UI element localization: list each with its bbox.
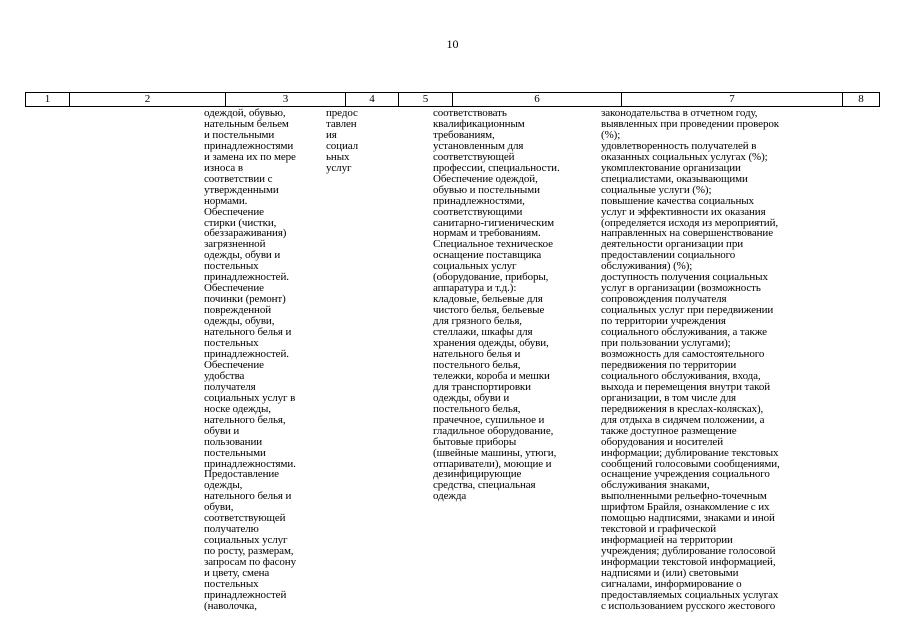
text-line: Обеспечение одеждой, xyxy=(433,172,538,185)
column-3-text xyxy=(204,108,296,612)
header-col-2: 2 xyxy=(69,93,225,106)
text-line: передвижения в креслах-колясках), xyxy=(601,402,764,415)
text-line: хранения одежды, обуви, xyxy=(433,337,549,350)
text-line: соответствующей xyxy=(433,150,515,163)
text-line: выполненными рельефно-точечным xyxy=(601,490,767,503)
text-line: и постельными xyxy=(204,128,275,141)
text-line: (наволочка, xyxy=(204,599,257,612)
text-line: обеззараживания) xyxy=(204,227,287,240)
text-line: социальных услуг xyxy=(204,534,288,547)
text-line: оснащение учреждения социального xyxy=(601,468,770,481)
text-line: нормами. xyxy=(204,194,248,207)
text-line: принадлежностями, xyxy=(433,194,525,207)
text-line: требованиям, xyxy=(433,128,495,141)
text-line: организации, в том числе для xyxy=(601,391,736,404)
text-line: законодательства в отчетном году, xyxy=(601,107,758,119)
text-line: аппаратура и т.д.): xyxy=(433,282,517,295)
text-line: одежды, обуви и xyxy=(433,391,510,404)
text-line: соответствии с xyxy=(204,172,273,185)
text-line: принадлежностей. xyxy=(204,271,289,284)
text-line: предоставляемых социальных услугах xyxy=(601,588,779,601)
text-line: (швейные машины, утюги, xyxy=(433,446,557,459)
text-line: одежды, обуви, xyxy=(204,315,275,328)
text-line: санитарно-гигиеническим xyxy=(433,216,554,229)
text-line: (оборудование, приборы, xyxy=(433,271,549,284)
text-line: выявленных при проведении проверок xyxy=(601,117,779,130)
text-line: стеллажи, шкафы для xyxy=(433,326,533,339)
text-line: выхода и перемещения внутри такой xyxy=(601,380,770,393)
text-line: социальные услуги (%); xyxy=(601,183,712,196)
text-line: направленных на совершенствование xyxy=(601,227,773,240)
text-line: нательного белья и xyxy=(433,347,521,360)
text-line: нательного белья и xyxy=(204,326,292,339)
text-line: социальных услуг при передвижении xyxy=(601,304,774,317)
text-line: Обеспечение xyxy=(204,358,264,371)
text-line: бытовые приборы xyxy=(433,435,517,448)
text-line: одежды, обуви и xyxy=(204,249,281,262)
header-col-3: 3 xyxy=(225,93,345,106)
text-line: принадлежностями xyxy=(204,139,294,152)
text-line: обслуживания знаками, xyxy=(601,479,710,492)
text-line: нательного белья и xyxy=(204,490,292,503)
text-line: дезинфицирующие xyxy=(433,468,522,481)
text-line: деятельности организации при xyxy=(601,238,743,251)
text-line: прачечное, сушильное и xyxy=(433,413,545,426)
text-line: стирки (чистки, xyxy=(204,216,277,229)
text-line: информации; дублирование текстовых xyxy=(601,446,779,459)
text-line: Специальное техническое xyxy=(433,238,553,251)
text-line: соответствующей xyxy=(204,512,286,525)
text-line: шрифтом Брайля, ознакомление с их xyxy=(601,501,770,514)
text-line: утвержденными xyxy=(204,183,279,196)
text-line: сообщений голосовыми сообщениями, xyxy=(601,457,780,470)
text-line: починки (ремонт) xyxy=(204,293,286,306)
text-line: Обеспечение xyxy=(204,282,264,295)
text-line: услуг в организации (возможность xyxy=(601,282,761,295)
text-line: оборудования и носителей xyxy=(601,435,723,448)
text-line: оснащение поставщика xyxy=(433,249,542,262)
text-line: постельного белья, xyxy=(433,358,521,371)
text-line: соответствовать xyxy=(433,107,507,119)
text-line: доступность получения социальных xyxy=(601,271,768,284)
text-line: удобства xyxy=(204,369,245,382)
text-line: загрязненной xyxy=(204,238,266,251)
text-line: ия xyxy=(326,128,337,141)
table-header-row xyxy=(25,92,880,107)
text-line: для грязного белья, xyxy=(433,315,522,328)
text-line: постельными xyxy=(204,446,266,459)
text-line: по территории учреждения xyxy=(601,315,726,328)
text-line: поврежденной xyxy=(204,304,272,317)
text-line: также доступное размещение xyxy=(601,424,737,437)
text-line: постельных xyxy=(204,577,259,590)
text-line: помощью надписями, знаками и иной xyxy=(601,512,775,525)
text-line: для отдыха в сидячем положении, а xyxy=(601,413,765,426)
text-line: соответствующими xyxy=(433,205,523,218)
text-line: нормам и требованиям. xyxy=(433,227,541,240)
text-line: обуви, xyxy=(204,501,234,514)
text-line: возможность для самостоятельного xyxy=(601,347,765,360)
text-line: оказанных социальных услугах (%); xyxy=(601,150,768,163)
header-col-7: 7 xyxy=(621,93,842,106)
text-line: специалистами, оказывающими xyxy=(601,172,748,185)
text-line: средства, специальная xyxy=(433,479,536,492)
text-line: гладильное оборудование, xyxy=(433,424,554,437)
text-line: ьных xyxy=(326,150,350,163)
text-line: одеждой, обувью, xyxy=(204,107,286,119)
text-line: удовлетворенность получателей в xyxy=(601,139,757,152)
text-line: социального обслуживания, а также xyxy=(601,326,767,339)
text-line: носке одежды, xyxy=(204,402,271,415)
text-line: принадлежностями. xyxy=(204,457,296,470)
text-line: профессии, специальности. xyxy=(433,161,560,174)
text-line: постельных xyxy=(204,260,259,273)
text-line: предос xyxy=(326,107,358,119)
text-line: квалификационным xyxy=(433,117,525,130)
text-line: пользовании xyxy=(204,435,263,448)
text-line: установленным для xyxy=(433,139,524,152)
text-line: одежда xyxy=(433,490,467,503)
text-line: обувью и постельными xyxy=(433,183,540,196)
text-line: укомплектование организации xyxy=(601,161,741,174)
text-line: учреждения; дублирование голосовой xyxy=(601,545,776,558)
text-line: обуви и xyxy=(204,424,240,437)
page-number: 10 xyxy=(446,37,459,51)
text-line: тавлен xyxy=(326,117,357,130)
text-line: передвижения по территории xyxy=(601,358,737,371)
header-col-1: 1 xyxy=(44,93,51,105)
text-line: получателю xyxy=(204,523,259,536)
text-line: и цвету, смена xyxy=(204,567,270,580)
text-line: постельного белья, xyxy=(433,402,521,415)
text-line: информацией на территории xyxy=(601,534,733,547)
text-line: постельных xyxy=(204,337,259,350)
header-col-8: 8 xyxy=(842,93,879,106)
column-6-text xyxy=(433,108,560,502)
text-line: услуг xyxy=(326,161,352,174)
text-line: социального обслуживания, входа, xyxy=(601,369,761,382)
text-line: предоставлении социального xyxy=(601,249,736,262)
header-col-6: 6 xyxy=(452,93,621,106)
text-line: повышение качества социальных xyxy=(601,194,754,207)
text-line: Обеспечение xyxy=(204,205,264,218)
text-line: и замена их по мере xyxy=(204,150,296,163)
text-line: запросам по фасону xyxy=(204,556,296,569)
header-col-5: 5 xyxy=(398,93,452,106)
text-line: при пользовании услугами); xyxy=(601,337,731,350)
text-line: принадлежностей xyxy=(204,588,287,601)
text-line: текстовой и графической xyxy=(601,523,717,536)
text-line: социальных услуг xyxy=(433,260,517,273)
text-line: обслуживания) (%); xyxy=(601,260,693,273)
text-line: (%); xyxy=(601,128,621,141)
text-line: надписями и (или) световыми xyxy=(601,567,739,580)
text-line: с использованием русского жестового xyxy=(601,599,776,612)
header-col-4: 4 xyxy=(345,93,398,106)
text-line: тележки, короба и мешки xyxy=(433,369,550,382)
text-line: кладовые, бельевые для xyxy=(433,293,543,306)
text-line: износа в xyxy=(204,161,243,174)
text-line: (определяется исходя из мероприятий, xyxy=(601,216,779,229)
text-line: одежды, xyxy=(204,479,243,492)
text-line: принадлежностей. xyxy=(204,347,289,360)
text-line: Предоставление xyxy=(204,468,279,481)
text-line: отпариватели), моющие и xyxy=(433,457,552,470)
column-7-text xyxy=(601,108,780,612)
text-line: сопровождения получателя xyxy=(601,293,727,306)
text-line: нательным бельем xyxy=(204,117,289,130)
text-line: нательного белья, xyxy=(204,413,286,426)
text-line: социальных услуг в xyxy=(204,391,296,404)
text-line: для транспортировки xyxy=(433,380,531,393)
text-line: чистого белья, бельевые xyxy=(433,304,545,317)
text-line: услуг и эффективности их оказания xyxy=(601,205,766,218)
text-line: получателя xyxy=(204,380,256,393)
text-line: по росту, размерам, xyxy=(204,545,294,558)
text-line: сигналами, информирование о xyxy=(601,577,742,590)
text-line: информации текстовой информацией, xyxy=(601,556,776,569)
text-line: социал xyxy=(326,139,359,152)
column-4-text xyxy=(326,108,358,174)
